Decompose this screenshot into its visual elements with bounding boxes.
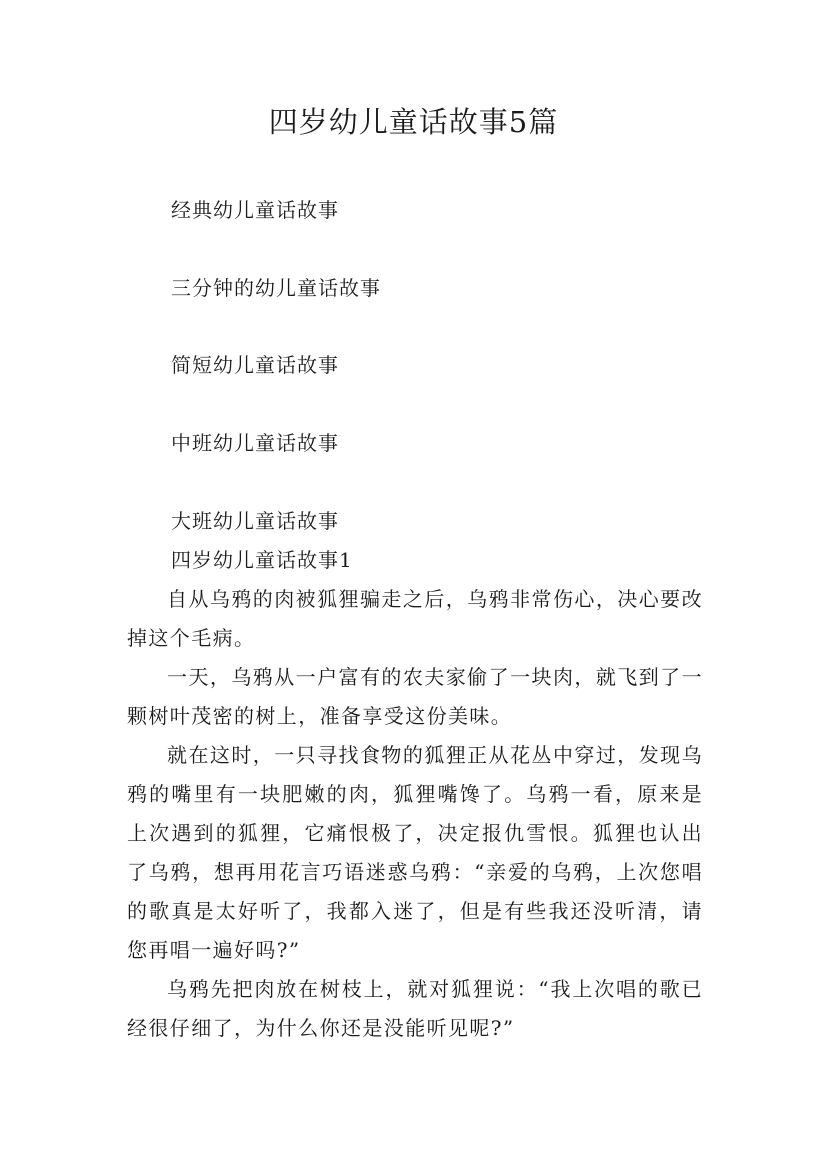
document-title: 四岁幼儿童话故事5篇	[268, 105, 559, 139]
toc-item-senior-class: 大班幼儿童话故事	[171, 509, 339, 533]
toc-item-classic: 经典幼儿童话故事	[171, 198, 339, 222]
story-body	[127, 580, 703, 1048]
paragraph: 乌鸦先把肉放在树枝上，就对狐狸说：“我上次唱的歌已经很仔细了，为什么你还是没能听见呢?”	[127, 977, 703, 1040]
paragraph: 一天，乌鸦从一户富有的农夫家偷了一块肉，就飞到了一颗树叶茂密的树上，准备享受这份美味。	[127, 665, 703, 728]
toc-item-middle-class: 中班幼儿童话故事	[171, 431, 339, 455]
paragraph: 就在这时，一只寻找食物的狐狸正从花丛中穿过，发现乌鸦的嘴里有一块肥嫩的肉，狐狸嘴馋了。乌鸦一看，原来是上次遇到的狐狸，它痛恨极了，决定报仇雪恨。狐狸也认出了乌鸦，想再用花言巧语迷惑乌鸦：“亲爱的乌鸦，上次您唱的歌真是太好听了，我都入迷了，但是有些我还没听清，请您再唱一遍好吗?”	[127, 743, 703, 962]
toc-item-short: 简短幼儿童话故事	[171, 353, 339, 377]
section-heading: 四岁幼儿童话故事1	[171, 548, 353, 572]
toc-item-three-minute: 三分钟的幼儿童话故事	[171, 276, 381, 300]
paragraph: 自从乌鸦的肉被狐狸骗走之后，乌鸦非常伤心，决心要改掉这个毛病。	[127, 587, 703, 650]
